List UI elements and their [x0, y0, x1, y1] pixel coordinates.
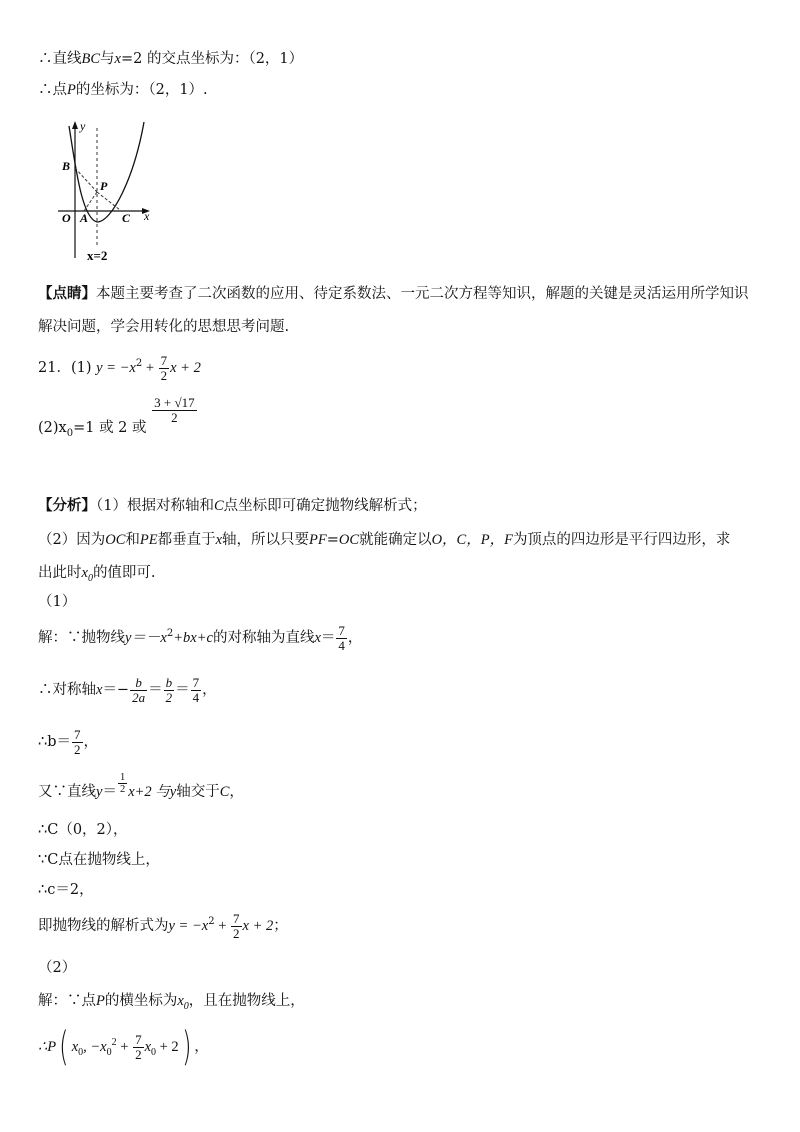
solution1-line-7 [38, 880, 94, 900]
subscript: 0 [66, 427, 74, 439]
var-bc: BC [81, 51, 101, 67]
var: x [215, 532, 223, 548]
text: 轴交于 [176, 784, 220, 800]
frac-den: 2 [165, 689, 173, 705]
label-c: C [122, 211, 131, 225]
var: x [314, 630, 321, 646]
solution1-line-2 [38, 670, 217, 710]
text: 解：∵点 [38, 993, 96, 1009]
fraction [133, 1033, 144, 1062]
text: （1） [38, 594, 77, 610]
solution2-line-2 [38, 1022, 209, 1072]
frac-den: 2 [74, 741, 81, 757]
eq-part: + [116, 1039, 133, 1055]
eq-exp: 2 [135, 358, 143, 370]
analysis-line-2 [38, 530, 730, 550]
text: =1 或 2 或 [73, 420, 147, 436]
intro-line-1 [38, 49, 303, 69]
text: ∴b＝ [38, 734, 72, 750]
frac-num: 7 [233, 910, 240, 926]
var: x [144, 1039, 151, 1055]
subscript: 0 [183, 1000, 189, 1012]
var: x [71, 1039, 79, 1055]
frac-num: 7 [135, 1031, 142, 1047]
eq-part: + [214, 918, 231, 934]
frac-num: 7 [338, 622, 345, 638]
text: ＝ [320, 630, 336, 646]
text: 和 [125, 532, 140, 548]
solution2-line-1 [38, 991, 305, 1011]
text: ＝ [175, 682, 190, 698]
eq-part: x + 2 [242, 918, 274, 934]
dashed-pc [97, 192, 120, 210]
frac-num: 7 [74, 726, 81, 742]
text: 出此时 [38, 565, 82, 581]
text: 就能确定以 [359, 532, 432, 548]
text: （2） [38, 960, 77, 976]
var: P [96, 993, 105, 1009]
text: 点坐标即可确定抛物线解析式； [223, 498, 427, 514]
frac-num: b [130, 676, 147, 691]
frac-num: 1 [119, 772, 126, 783]
text: = [326, 532, 339, 548]
solution1-line-6 [38, 850, 160, 870]
frac-den: 2 [160, 367, 168, 383]
frac-den: 4 [338, 637, 345, 653]
text: ∴直线 [38, 51, 82, 67]
subscript: 0 [151, 1046, 156, 1058]
frac-den: 2 [233, 925, 240, 941]
eq-exp: 2 [111, 1037, 117, 1049]
text: 本题主要考查了二次函数的应用、待定系数法、一元二次方程等知识，解题的关键是灵活运用所学知识 [96, 286, 749, 302]
eq-part: +bx+c [173, 630, 213, 646]
eq-part: + 2 [156, 1039, 179, 1055]
solution1-line-4 [38, 772, 244, 810]
text: ； [273, 918, 288, 934]
label-x: x [144, 209, 150, 223]
solution1-line-1 [38, 618, 362, 658]
text: (2)x [38, 420, 67, 436]
label-y: y [80, 119, 86, 133]
solution1-part-label [38, 592, 76, 612]
parabola-figure [54, 118, 164, 268]
dianjing-tag: 【点睛】 [38, 285, 96, 302]
analysis-line-1 [38, 496, 427, 516]
question-number: 21．(1) [38, 360, 92, 376]
eq-part: y = −x [168, 918, 209, 934]
parabola-curve [69, 122, 144, 222]
subscript: 0 [78, 1046, 84, 1058]
text: 解决问题，学会用转化的思想思考问题. [38, 319, 290, 335]
text: 即抛物线的解析式为 [38, 918, 169, 934]
text: ，且在抛物线上， [188, 993, 305, 1009]
fraction [336, 624, 347, 653]
text: 为顶点的四边形是平行四边形，求 [512, 532, 731, 548]
var: OC [338, 532, 360, 548]
text: ， [347, 630, 363, 646]
var: x [177, 993, 184, 1009]
text: ， [202, 682, 217, 698]
eq-exp: 2 [208, 916, 215, 928]
eq-part: x + 2 [170, 360, 201, 376]
text: ， [229, 784, 244, 800]
answer21-line-1 [38, 350, 201, 386]
fraction [118, 772, 127, 795]
var: PE [139, 532, 158, 548]
text: ＝ [102, 784, 117, 800]
y-axis-arrow [72, 121, 78, 129]
fraction [191, 676, 202, 705]
fraction [130, 676, 147, 705]
text: 的横坐标为 [104, 993, 178, 1009]
analysis-line-3 [38, 563, 156, 583]
var: OC [105, 532, 126, 548]
eq-exp: 2 [166, 628, 174, 640]
dianjing-line-1 [38, 284, 749, 304]
text: ∴点 [38, 82, 67, 98]
fraction [159, 354, 170, 383]
left-paren: ( [59, 1024, 69, 1070]
text: ， [194, 1039, 209, 1055]
text: ＝ [148, 682, 163, 698]
var: PF [309, 532, 327, 548]
frac-den: 2 [135, 1046, 142, 1062]
text: 的值即可. [92, 565, 156, 581]
eq-part: x+2 与 [128, 784, 170, 800]
frac-num: b [165, 674, 173, 690]
frac-den: 4 [192, 689, 200, 705]
var: x [96, 682, 103, 698]
subscript: 0 [106, 1046, 112, 1058]
var: C [219, 784, 230, 800]
eq-part: y＝－x [125, 630, 167, 646]
var: O，C，P，F [431, 532, 513, 548]
text: 的坐标为：（2，1）. [75, 82, 208, 98]
var-p: P [67, 82, 76, 98]
right-paren: ) [181, 1024, 192, 1070]
text: 都垂直于 [157, 532, 216, 548]
root-fraction [152, 396, 196, 425]
analysis-tag: 【分析】 [38, 497, 96, 514]
text: 点在抛物线上， [58, 852, 160, 868]
text: 又∵直线 [38, 784, 96, 800]
figure-caption: x=2 [87, 248, 108, 263]
frac-den: 2 [119, 784, 126, 795]
text: （1）根据对称轴和 [96, 498, 214, 514]
fraction [72, 728, 83, 757]
var: C [213, 498, 224, 514]
text: 轴，所以只要 [222, 532, 310, 548]
solution1-line-3 [38, 722, 98, 762]
text: 解：∵抛物线 [38, 630, 125, 646]
text: ∴对称轴 [38, 682, 96, 698]
frac-num: 7 [160, 352, 168, 368]
solution2-part-label [38, 958, 76, 978]
eq-part: , −x [83, 1039, 107, 1055]
text: （2）因为 [38, 532, 106, 548]
frac-num: 3 + √17 [154, 395, 195, 410]
dianjing-line-2 [38, 317, 289, 337]
solution1-line-8 [38, 906, 288, 946]
frac-num: 7 [192, 674, 200, 690]
label-b: B [62, 159, 71, 173]
text: ＝− [102, 682, 130, 698]
solution1-line-5 [38, 820, 128, 840]
text: ∵C [38, 852, 59, 868]
fraction [231, 912, 242, 941]
text: 的对称轴为直线 [212, 630, 315, 646]
var: x [81, 565, 88, 581]
text: ∴C（0，2）， [38, 822, 128, 838]
subscript: 0 [87, 572, 93, 584]
label-p: P [100, 179, 108, 193]
fraction [164, 676, 175, 705]
answer21-line-2 [38, 396, 198, 448]
text: ∴c＝2， [38, 882, 94, 898]
text: ， [83, 734, 99, 750]
label-a: A [80, 211, 89, 225]
label-o: O [62, 211, 71, 225]
intro-line-2 [38, 80, 208, 100]
eq-part: y = −x [96, 360, 136, 376]
text: 与 [100, 51, 115, 67]
eq-part: + [142, 360, 158, 376]
var: y [169, 784, 177, 800]
var: y [96, 784, 103, 800]
var-x: x [114, 51, 121, 67]
text: =2 的交点坐标为：（2，1） [120, 51, 304, 67]
frac-den: 2a [132, 689, 146, 705]
frac-den: 2 [171, 410, 178, 425]
var: ∴P [38, 1039, 57, 1055]
